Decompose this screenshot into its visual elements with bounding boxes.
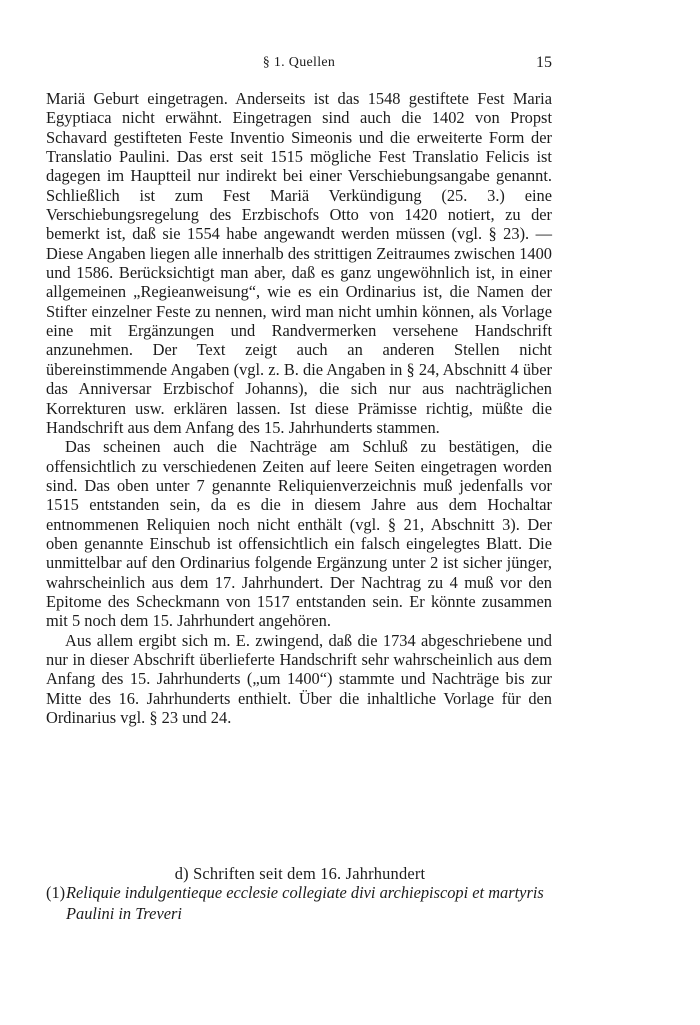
list-item [46,882,552,924]
list-item-text: Reliquie indulgentieque ecclesie collegiate divi archiepiscopi et martyris Paulini in Treveri [66,883,544,923]
running-head [46,55,552,75]
body-text [46,89,552,727]
section-heading: d) Schriften seit dem 16. Jahrhundert [174,864,426,883]
paragraph: Aus allem ergibt sich m. E. zwingend, daß die 1734 abgeschriebene und nur in dieser Abschrift überlieferte Handschrift sehr wahrscheinlich aus dem Anfang des 15. Jahrhunderts („um 1400“) stammte und Nachträge bis zur Mitte des 16. Jahrhunderts enthielt. Über die inhaltliche Vorlage für den Ordinarius vgl. § 23 und 24. [46,630,552,727]
section-title: § 1. Quellen [262,55,336,70]
paragraph: Das scheinen auch die Nachträge am Schluß zu bestätigen, die offensichtlich zu verschiedenen Zeiten auf leere Seiten eingetragen worden sind. Das oben unter 7 genannte Reliquienverzeichnis muß jedenfalls vor 1515 entstanden sein, da es die in diesem Jahre aus dem Hochaltar entnommenen Reliquien noch nicht enthält (vgl. § 21, Abschnitt 3). Der oben genannte Einschub ist offensichtlich ein falsch eingelegtes Blatt. Die unmittelbar auf den Ordinarius folgende Ergänzung unter 2 ist sicher jünger, wahrscheinlich aus dem 17. Jahrhundert. Der Nachtrag zu 4 muß vor den Epitome des Scheckmann von 1517 entstanden sein. Er könnte zusammen mit 5 noch dem 15. Jahrhundert angehören. [46,437,552,631]
list-item-number: (1) [46,883,66,902]
paragraph: Mariä Geburt eingetragen. Anderseits ist das 1548 gestiftete Fest Maria Egyptiaca nicht erwähnt. Eingetragen sind auch die 1402 von Propst Schavard gestifteten Feste Inventio Simeonis und die erweiterte Form der Translatio Paulini. Das erst seit 1515 mögliche Fest Translatio Felicis ist dagegen im Hauptteil nur indirekt bei einer Verschiebungsangabe genannt. Schließlich ist zum Fest Mariä Verkündigung (25. 3.) eine Verschiebungsregelung des Erzbischofs Otto von 1420 notiert, zu der bemerkt ist, daß sie 1554 habe angewandt werden müssen (vgl. § 23). — Diese Angaben liegen alle innerhalb des strittigen Zeitraumes zwischen 1400 und 1586. Berücksichtigt man aber, daß es ganz ungewöhnlich ist, in einer allgemeinen „Regieanweisung“, wie es ein Ordinarius ist, die Namen der Stifter einzelner Feste zu nennen, wird man nicht umhin können, als Vorlage eine mit Ergänzungen und Randvermerken versehene Handschrift anzunehmen. Der Text zeigt auch an anderen Stellen nicht übereinstimmende Angaben (vgl. z. B. die Angaben in § 24, Abschnitt 4 über das Anniversar Erzbischof Johanns), die sich nur aus nachträglichen Korrekturen usw. erklären lassen. Ist diese Prämisse richtig, müßte die Handschrift aus dem Anfang des 15. Jahrhunderts stammen. [46,89,552,437]
page-number: 15 [536,54,552,71]
